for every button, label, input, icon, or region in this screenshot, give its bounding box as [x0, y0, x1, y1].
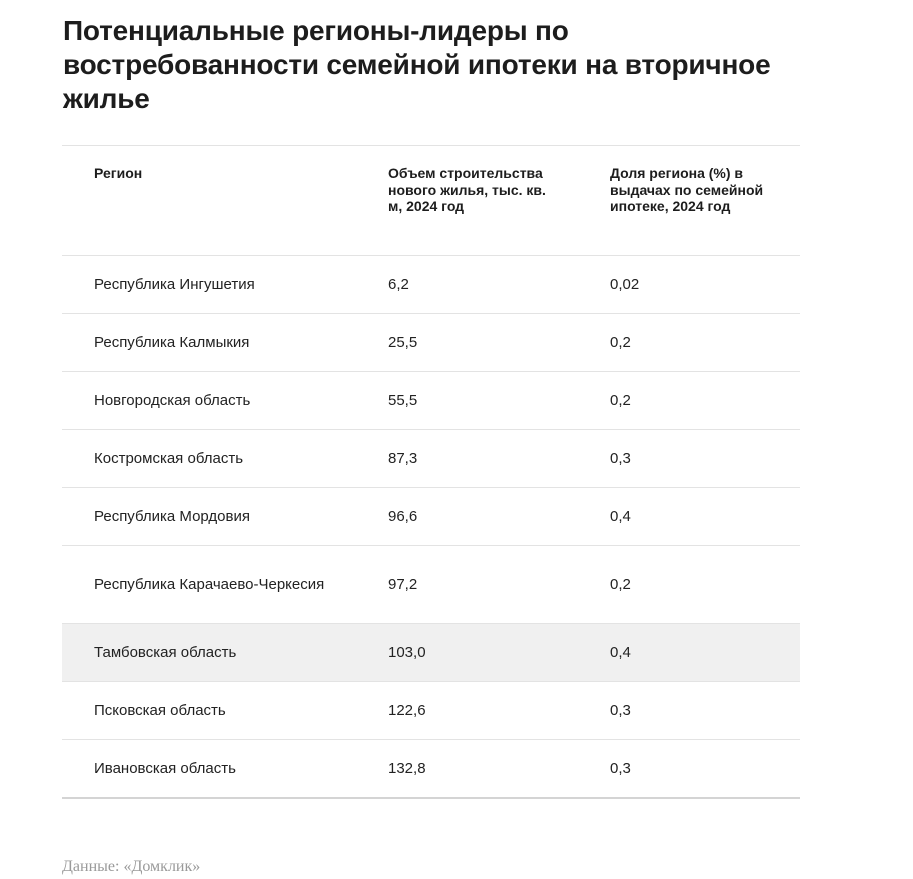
cell-share: 0,3 [610, 701, 631, 719]
cell-share: 0,02 [610, 275, 640, 293]
cell-share: 0,3 [610, 759, 631, 777]
cell-volume: 6,2 [388, 275, 409, 293]
cell-volume: 87,3 [388, 449, 418, 467]
cell-region: Новгородская область [94, 391, 251, 409]
table-row [62, 372, 800, 430]
cell-region: Ивановская область [94, 759, 236, 777]
table-row [62, 546, 800, 624]
table-header-row [62, 146, 800, 256]
data-table [62, 145, 800, 799]
cell-volume: 103,0 [388, 643, 426, 661]
cell-volume: 132,8 [388, 759, 426, 777]
table-row-highlighted [62, 624, 800, 682]
cell-volume: 122,6 [388, 701, 426, 719]
cell-share: 0,4 [610, 507, 631, 525]
source-note: Данные: «Домклик» [62, 858, 201, 875]
cell-share: 0,3 [610, 449, 631, 467]
column-header-volume: Объем строительства нового жилья, тыс. кв. м, 2024 год [388, 165, 546, 214]
cell-region: Республика Карачаево-Черкесия [94, 575, 325, 593]
table-row [62, 256, 800, 314]
cell-volume: 97,2 [388, 575, 418, 593]
cell-region: Республика Ингушетия [94, 275, 255, 293]
column-header-share: Доля региона (%) в выдачах по семейной ипотеке, 2024 год [610, 165, 764, 214]
cell-share: 0,2 [610, 575, 631, 593]
cell-share: 0,2 [610, 391, 631, 409]
cell-volume: 25,5 [388, 333, 418, 351]
cell-region: Костромская область [94, 449, 244, 467]
cell-region: Республика Мордовия [94, 507, 250, 525]
column-header-region: Регион [94, 165, 143, 181]
table-row [62, 430, 800, 488]
table-row [62, 740, 800, 799]
cell-volume: 96,6 [388, 507, 418, 525]
cell-share: 0,4 [610, 643, 631, 661]
cell-region: Тамбовская область [94, 643, 237, 661]
cell-share: 0,2 [610, 333, 631, 351]
table-row [62, 682, 800, 740]
table-row [62, 314, 800, 372]
page-title: Потенциальные регионы-лидеры по востребованности семейной ипотеки на вторичное жилье [63, 15, 771, 114]
cell-region: Псковская область [94, 701, 226, 719]
cell-volume: 55,5 [388, 391, 418, 409]
table-row [62, 488, 800, 546]
cell-region: Республика Калмыкия [94, 333, 250, 351]
